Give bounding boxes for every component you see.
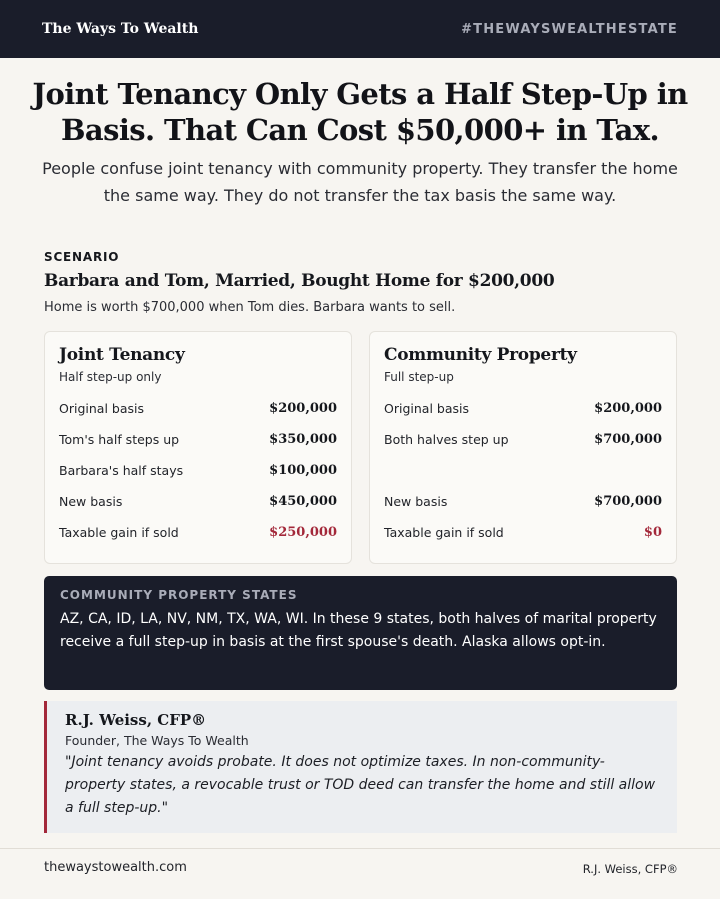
quote-block: [44, 701, 677, 833]
row-value: $100,000: [269, 463, 337, 478]
quote-text: "Joint tenancy avoids probate. It does not optimize taxes. In non-community-property states, a revocable trust or TOD deed can transfer the home and still allow a full step-up.": [65, 754, 656, 816]
quote-author-role: Founder, The Ways To Wealth: [65, 733, 249, 748]
table-row: [384, 486, 662, 517]
community-property-title: Community Property: [384, 345, 577, 365]
hashtag: #THEWAYSWEALTHESTATE: [461, 21, 678, 37]
states-label: COMMUNITY PROPERTY STATES: [60, 588, 298, 602]
joint-tenancy-subtitle: Half step-up only: [59, 370, 162, 384]
table-row: [59, 486, 337, 517]
headline: Joint Tenancy Only Gets a Half Step-Up in Basis. That Can Cost $50,000+ in Tax.: [32, 77, 688, 147]
row-value: $450,000: [269, 494, 337, 509]
row-label: Original basis: [384, 401, 469, 416]
row-label: Original basis: [59, 401, 144, 416]
row-value: $700,000: [594, 432, 662, 447]
community-property-states-box: [44, 576, 677, 690]
table-row: [59, 517, 337, 548]
table-row: [59, 424, 337, 455]
scenario-title: Barbara and Tom, Married, Bought Home for $200,000: [44, 271, 555, 291]
joint-tenancy-title: Joint Tenancy: [59, 345, 185, 365]
row-label: Barbara's half stays: [59, 463, 184, 478]
row-label: New basis: [59, 494, 123, 509]
taxable-gain-value: $250,000: [269, 525, 337, 540]
row-label: Taxable gain if sold: [384, 525, 504, 540]
footer-author: R.J. Weiss, CFP®: [582, 862, 678, 876]
quote-author-name: R.J. Weiss, CFP®: [65, 711, 207, 729]
subhead: People confuse joint tenancy with community property. They transfer the home the same way. They do not transfer the tax basis the same way.: [42, 159, 678, 205]
table-row: [59, 393, 337, 424]
top-bar: [0, 0, 720, 58]
row-value: $200,000: [594, 401, 662, 416]
brand-name: The Ways To Wealth: [42, 21, 199, 37]
row-label: New basis: [384, 494, 448, 509]
row-label: Tom's half steps up: [59, 432, 180, 447]
row-label: Taxable gain if sold: [59, 525, 179, 540]
community-property-card: [369, 331, 677, 564]
scenario-subtitle: Home is worth $700,000 when Tom dies. Barbara wants to sell.: [44, 300, 456, 315]
taxable-gain-value: $0: [643, 525, 662, 540]
table-row-empty: [384, 455, 662, 486]
website-link[interactable]: thewaystowealth.com: [44, 860, 187, 875]
table-row: [384, 517, 662, 548]
community-property-subtitle: Full step-up: [384, 370, 454, 384]
row-value: $200,000: [269, 401, 337, 416]
scenario-label: SCENARIO: [44, 250, 120, 264]
row-label: Both halves step up: [384, 432, 509, 447]
table-row: [384, 424, 662, 455]
row-value: $700,000: [594, 494, 662, 509]
states-text: AZ, CA, ID, LA, NV, NM, TX, WA, WI. In these 9 states, both halves of marital property receive a full step-up in basis at the first spouse's death. Alaska allows opt-in.: [60, 611, 657, 650]
row-value: $350,000: [269, 432, 337, 447]
footer-divider: [0, 848, 720, 849]
joint-tenancy-card: [44, 331, 352, 564]
table-row: [384, 393, 662, 424]
table-row: [59, 455, 337, 486]
